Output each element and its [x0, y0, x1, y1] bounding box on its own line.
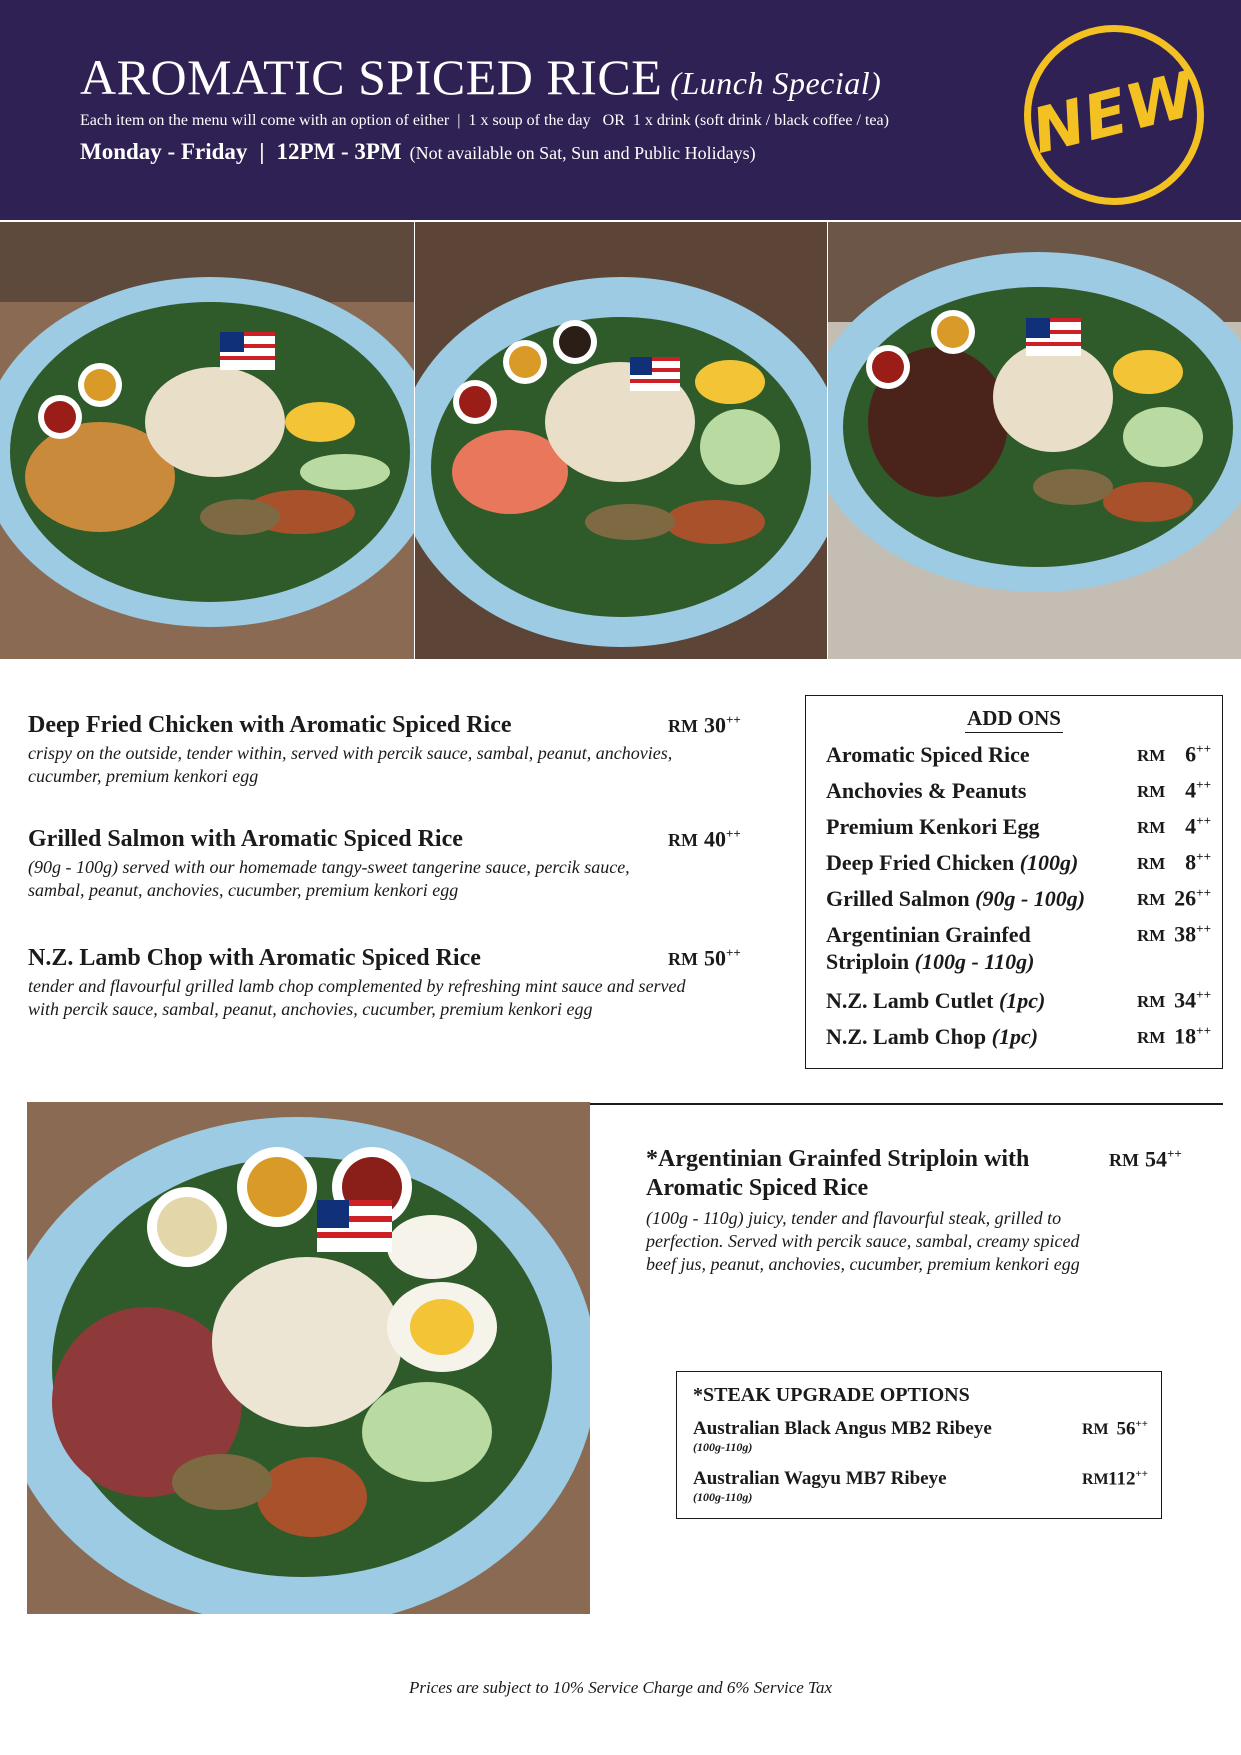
upgrade-weight: (100g-110g) [693, 1440, 753, 1454]
item-price: RM 40++ [668, 826, 741, 852]
addon-name: N.Z. Lamb Chop (1pc) [826, 1024, 1039, 1049]
new-badge-text: NEW [1024, 57, 1204, 168]
item-name: Deep Fried Chicken with Aromatic Spiced Rice [28, 712, 512, 738]
page-title: AROMATIC SPICED RICE (Lunch Special) [80, 49, 882, 105]
addon-row [826, 849, 1211, 876]
currency-label: RM [668, 830, 698, 851]
addon-name: Grilled Salmon (90g - 100g) [826, 886, 1086, 911]
item-description: tender and flavourful grilled lamb chop complemented by refreshing mint sauce and served with percik sauce, sambal, peanut, anchovies, cucumber, premium kenkori egg [28, 976, 686, 1019]
item-description: (90g - 100g) served with our homemade tangy-sweet tangerine sauce, percik sauce, sambal, peanut, anchovies, cucumber, premium kenkori egg [28, 857, 630, 900]
upgrade-title: *STEAK UPGRADE OPTIONS [693, 1384, 970, 1406]
upgrade-price: RM 56++ [1082, 1418, 1148, 1440]
striploin-photo [27, 1102, 590, 1614]
option-line: Each item on the menu will come with an option of either | 1 x soup of the day OR 1 x drink (soft drink / black coffee / tea) [80, 112, 889, 129]
addon-name: Deep Fried Chicken (100g) [826, 850, 1079, 875]
addon-price: RM 8++ [1137, 849, 1211, 875]
addon-row [826, 813, 1211, 840]
addon-name: Aromatic Spiced Rice [826, 742, 1030, 767]
item-name: N.Z. Lamb Chop with Aromatic Spiced Rice [28, 945, 481, 971]
addon-price: RM 18++ [1137, 1023, 1211, 1049]
addon-row [826, 987, 1211, 1014]
deep-fried-chicken-photo [0, 222, 414, 659]
addon-price: RM 26++ [1137, 885, 1211, 911]
menu-item-lamb-chop [28, 945, 758, 1021]
item-description: (100g - 110g) juicy, tender and flavourful steak, grilled to perfection. Served with percik sauce, sambal, creamy spiced beef jus, peanut, anchovies, cucumber, premium kenkori egg [646, 1208, 1080, 1274]
currency-label: RM [668, 949, 698, 970]
upgrade-row [693, 1418, 1148, 1455]
item-name: *Argentinian Grainfed Striploin with Aromatic Spiced Rice [646, 1146, 1030, 1201]
addon-price: RM 4++ [1137, 813, 1211, 839]
addon-price: RM 6++ [1137, 741, 1211, 767]
addon-name: Anchovies & Peanuts [826, 778, 1027, 803]
menu-item-chicken [28, 712, 758, 788]
currency-label: RM [668, 716, 698, 737]
new-badge [1024, 25, 1204, 205]
addon-price: RM 38++ [1137, 921, 1211, 947]
item-name: Grilled Salmon with Aromatic Spiced Rice [28, 826, 463, 852]
footer-note: Prices are subject to 10% Service Charge and 6% Service Tax [408, 1678, 832, 1697]
upgrade-price: RM 112++ [1082, 1468, 1148, 1490]
upgrade-name: Australian Black Angus MB2 Ribeye [693, 1418, 992, 1439]
upgrade-name: Australian Wagyu MB7 Ribeye [693, 1468, 947, 1489]
addon-row [826, 1023, 1211, 1050]
item-price: RM 54++ [1109, 1146, 1182, 1172]
currency-label: RM [1109, 1150, 1139, 1171]
section-divider [590, 1103, 1223, 1105]
title-subtitle: (Lunch Special) [670, 65, 882, 101]
addon-row [826, 921, 1211, 975]
grilled-salmon-photo [415, 222, 827, 659]
item-price: RM 30++ [668, 712, 741, 738]
addon-name: Premium Kenkori Egg [826, 814, 1040, 839]
days-label: Monday - Friday [80, 139, 248, 164]
header-banner [0, 0, 1241, 220]
addons-box [805, 695, 1223, 1069]
addon-row [826, 777, 1211, 804]
addons-title: ADD ONS [806, 706, 1222, 731]
menu-item-striploin [646, 1145, 1086, 1276]
addon-name: Argentinian Grainfed Striploin (100g - 110g) [826, 922, 1035, 974]
hours-label: 12PM - 3PM [276, 139, 402, 164]
upgrade-weight: (100g-110g) [693, 1490, 753, 1504]
addon-row [826, 885, 1211, 912]
schedule-line [80, 139, 756, 165]
addon-price: RM 34++ [1137, 987, 1211, 1013]
upgrade-row [693, 1468, 1148, 1505]
addon-row [826, 741, 1211, 768]
item-description: crispy on the outside, tender within, served with percik sauce, sambal, peanut, anchovies, cucumber, premium kenkori egg [28, 743, 673, 786]
addon-name: N.Z. Lamb Cutlet (1pc) [826, 988, 1046, 1013]
item-price: RM 50++ [668, 945, 741, 971]
addon-price: RM 4++ [1137, 777, 1211, 803]
lamb-chop-photo [828, 222, 1241, 659]
steak-upgrade-box [676, 1371, 1162, 1519]
menu-item-salmon [28, 826, 758, 902]
availability-note: (Not available on Sat, Sun and Public Holidays) [409, 143, 756, 163]
schedule-separator: | [259, 139, 265, 164]
